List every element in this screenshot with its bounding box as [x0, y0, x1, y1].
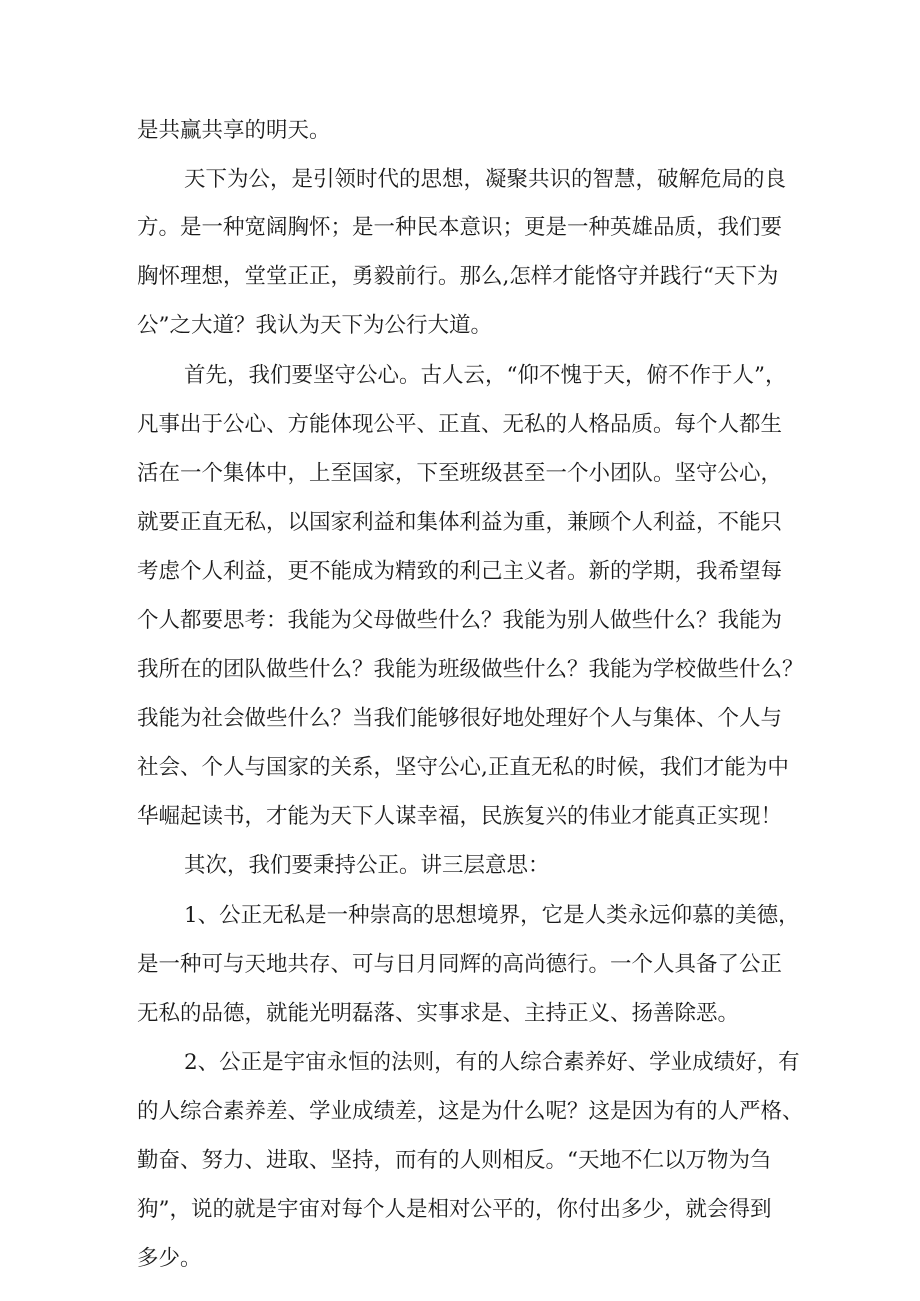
text-line: 无私的品德，就能光明磊落、实事求是、主持正义、扬善除恶。 [137, 1001, 740, 1026]
text-line: 我所在的团队做些什么？我能为班级做些什么？我能为学校做些什么？ [137, 657, 804, 682]
text-line: 我能为社会做些什么？当我们能够很好地处理好个人与集体、个人与 [137, 706, 783, 731]
paragraph-first-line: 首先，我们要坚守公心。古人云，“仰不愧于天，俯不作于人”， [184, 363, 787, 388]
paragraph-first-line: 天下为公，是引领时代的思想，凝聚共识的智慧，破解危局的良 [184, 167, 787, 192]
text-line: 勤奋、努力、进取、坚持，而有的人则相反。“天地不仁以万物为刍 [137, 1148, 772, 1173]
text-line: 方。是一种宽阔胸怀；是一种民本意识；更是一种英雄品质，我们要 [137, 215, 783, 240]
text-line: 是共赢共享的明天。 [137, 118, 331, 143]
text-line: 社会、个人与国家的关系，坚守公心,正直无私的时候，我们才能为中 [137, 755, 789, 780]
text-line: 多少。 [137, 1246, 202, 1271]
text-line: 华崛起读书，才能为天下人谋幸福，民族复兴的伟业才能真正实现！ [137, 804, 783, 829]
text-line: 凡事出于公心、方能体现公平、正直、无私的人格品质。每个人都生 [137, 412, 783, 437]
text-line: 个人都要思考：我能为父母做些什么？我能为别人做些什么？我能为 [137, 608, 783, 633]
text-line: 是一种可与天地共存、可与日月同辉的高尚德行。一个人具备了公正 [137, 952, 783, 977]
paragraph-first-line: 其次，我们要秉持公正。讲三层意思： [184, 853, 550, 878]
text-line: 就要正直无私，以国家利益和集体利益为重，兼顾个人利益，不能只 [137, 510, 783, 535]
paragraph-first-line: 1、公正无私是一种崇高的思想境界，它是人类永远仰慕的美德， [184, 903, 800, 928]
paragraph-first-line: 2、公正是宇宙永恒的法则，有的人综合素养好、学业成绩好，有 [184, 1050, 800, 1075]
text-line: 活在一个集体中，上至国家，下至班级甚至一个小团队。坚守公心， [137, 461, 783, 486]
text-line: 胸怀理想，堂堂正正，勇毅前行。那么,怎样才能恪守并践行“天下为 [137, 264, 779, 289]
text-line: 公”之大道？我认为天下为公行大道。 [137, 313, 492, 338]
text-line: 狗”，说的就是宇宙对每个人是相对公平的，你付出多少，就会得到 [137, 1197, 772, 1222]
text-line: 考虑个人利益，更不能成为精致的利己主义者。新的学期，我希望每 [137, 559, 783, 584]
text-line: 的人综合素养差、学业成绩差，这是为什么呢？这是因为有的人严格、 [137, 1099, 804, 1124]
